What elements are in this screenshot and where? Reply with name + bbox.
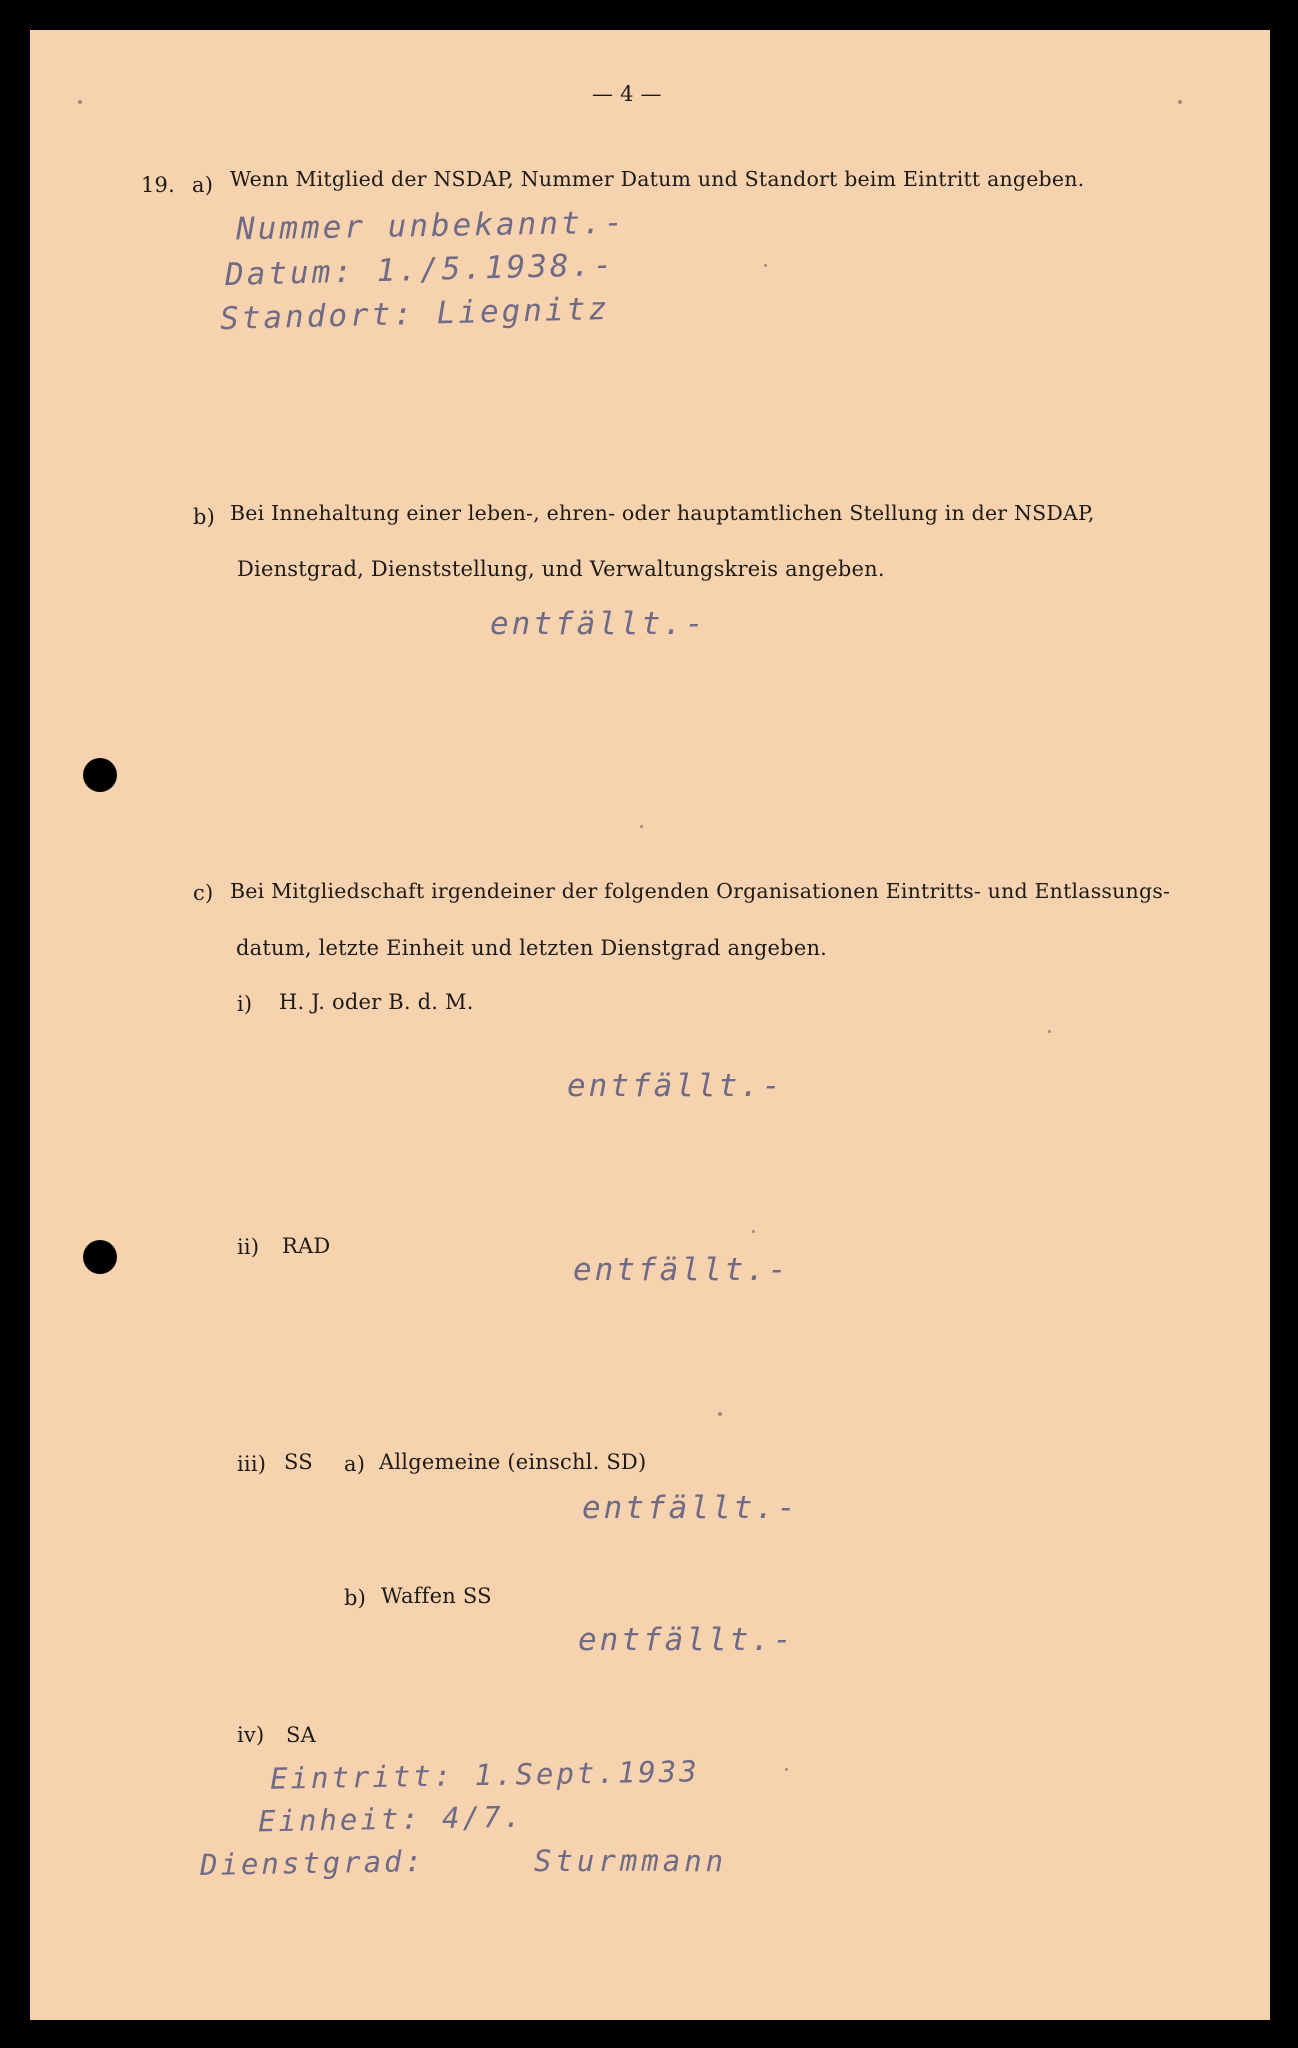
punch-hole-lower — [83, 1240, 117, 1274]
answer-a-date: Datum: 1./5.1938.- — [224, 246, 616, 294]
item-i-label: H. J. oder B. d. M. — [279, 990, 474, 1014]
answer-iii-b: entfällt.- — [578, 1622, 795, 1658]
question-c-text-line2: datum, letzte Einheit und letzten Dienstgrad angeben. — [236, 936, 828, 960]
item-i-marker: i) — [237, 992, 253, 1016]
answer-a-number: Nummer unbekannt.- — [235, 204, 627, 248]
paper-speck — [752, 1230, 755, 1233]
answer-iv-rank-value: Sturmmann — [534, 1844, 728, 1878]
item-iii-marker: iii) — [237, 1452, 267, 1476]
item-iii-label: SS — [284, 1450, 313, 1474]
answer-b: entfällt.- — [490, 606, 707, 642]
punch-hole-upper — [83, 758, 117, 792]
item-iv-marker: iv) — [237, 1723, 265, 1747]
document-page — [30, 30, 1270, 2020]
answer-iv-unit: Einheit: 4/7. — [257, 1799, 525, 1839]
answer-a-location: Standort: Liegnitz — [219, 290, 611, 338]
item-ii-marker: ii) — [237, 1235, 260, 1259]
paper-speck — [718, 1412, 722, 1416]
paper-speck — [1178, 100, 1182, 104]
answer-iii-a: entfällt.- — [582, 1490, 799, 1526]
question-b-text-line2: Dienstgrad, Dienststellung, und Verwaltungskreis angeben. — [237, 557, 885, 581]
question-a-text: Wenn Mitglied der NSDAP, Nummer Datum und Standort beim Eintritt angeben. — [230, 167, 1085, 191]
question-c-marker: c) — [193, 881, 214, 905]
paper-speck — [785, 1768, 788, 1771]
paper-speck — [78, 100, 82, 104]
question-b-marker: b) — [193, 505, 216, 529]
answer-iv-entry: Eintritt: 1.Sept.1933 — [269, 1754, 700, 1796]
question-a-marker: a) — [192, 173, 214, 197]
answer-i: entfällt.- — [567, 1068, 784, 1104]
item-iv-label: SA — [286, 1723, 316, 1747]
item-ii-label: RAD — [282, 1234, 331, 1258]
item-iii-b-label: Waffen SS — [381, 1584, 492, 1608]
question-number: 19. — [141, 173, 175, 197]
paper-speck — [1048, 1030, 1051, 1033]
question-c-text-line1: Bei Mitgliedschaft irgendeiner der folgenden Organisationen Eintritts- und Entlassungs- — [230, 879, 1171, 903]
answer-ii: entfällt.- — [573, 1252, 790, 1288]
answer-iv-rank-label: Dienstgrad: — [199, 1844, 426, 1882]
question-b-text-line1: Bei Innehaltung einer leben-, ehren- oder hauptamtlichen Stellung in der NSDAP, — [230, 501, 1095, 525]
item-iii-b-marker: b) — [344, 1586, 367, 1610]
item-iii-a-label: Allgemeine (einschl. SD) — [379, 1450, 647, 1474]
paper-speck — [640, 825, 643, 828]
page-number: — 4 — — [592, 82, 662, 106]
item-iii-a-marker: a) — [344, 1452, 366, 1476]
paper-speck — [764, 264, 767, 267]
